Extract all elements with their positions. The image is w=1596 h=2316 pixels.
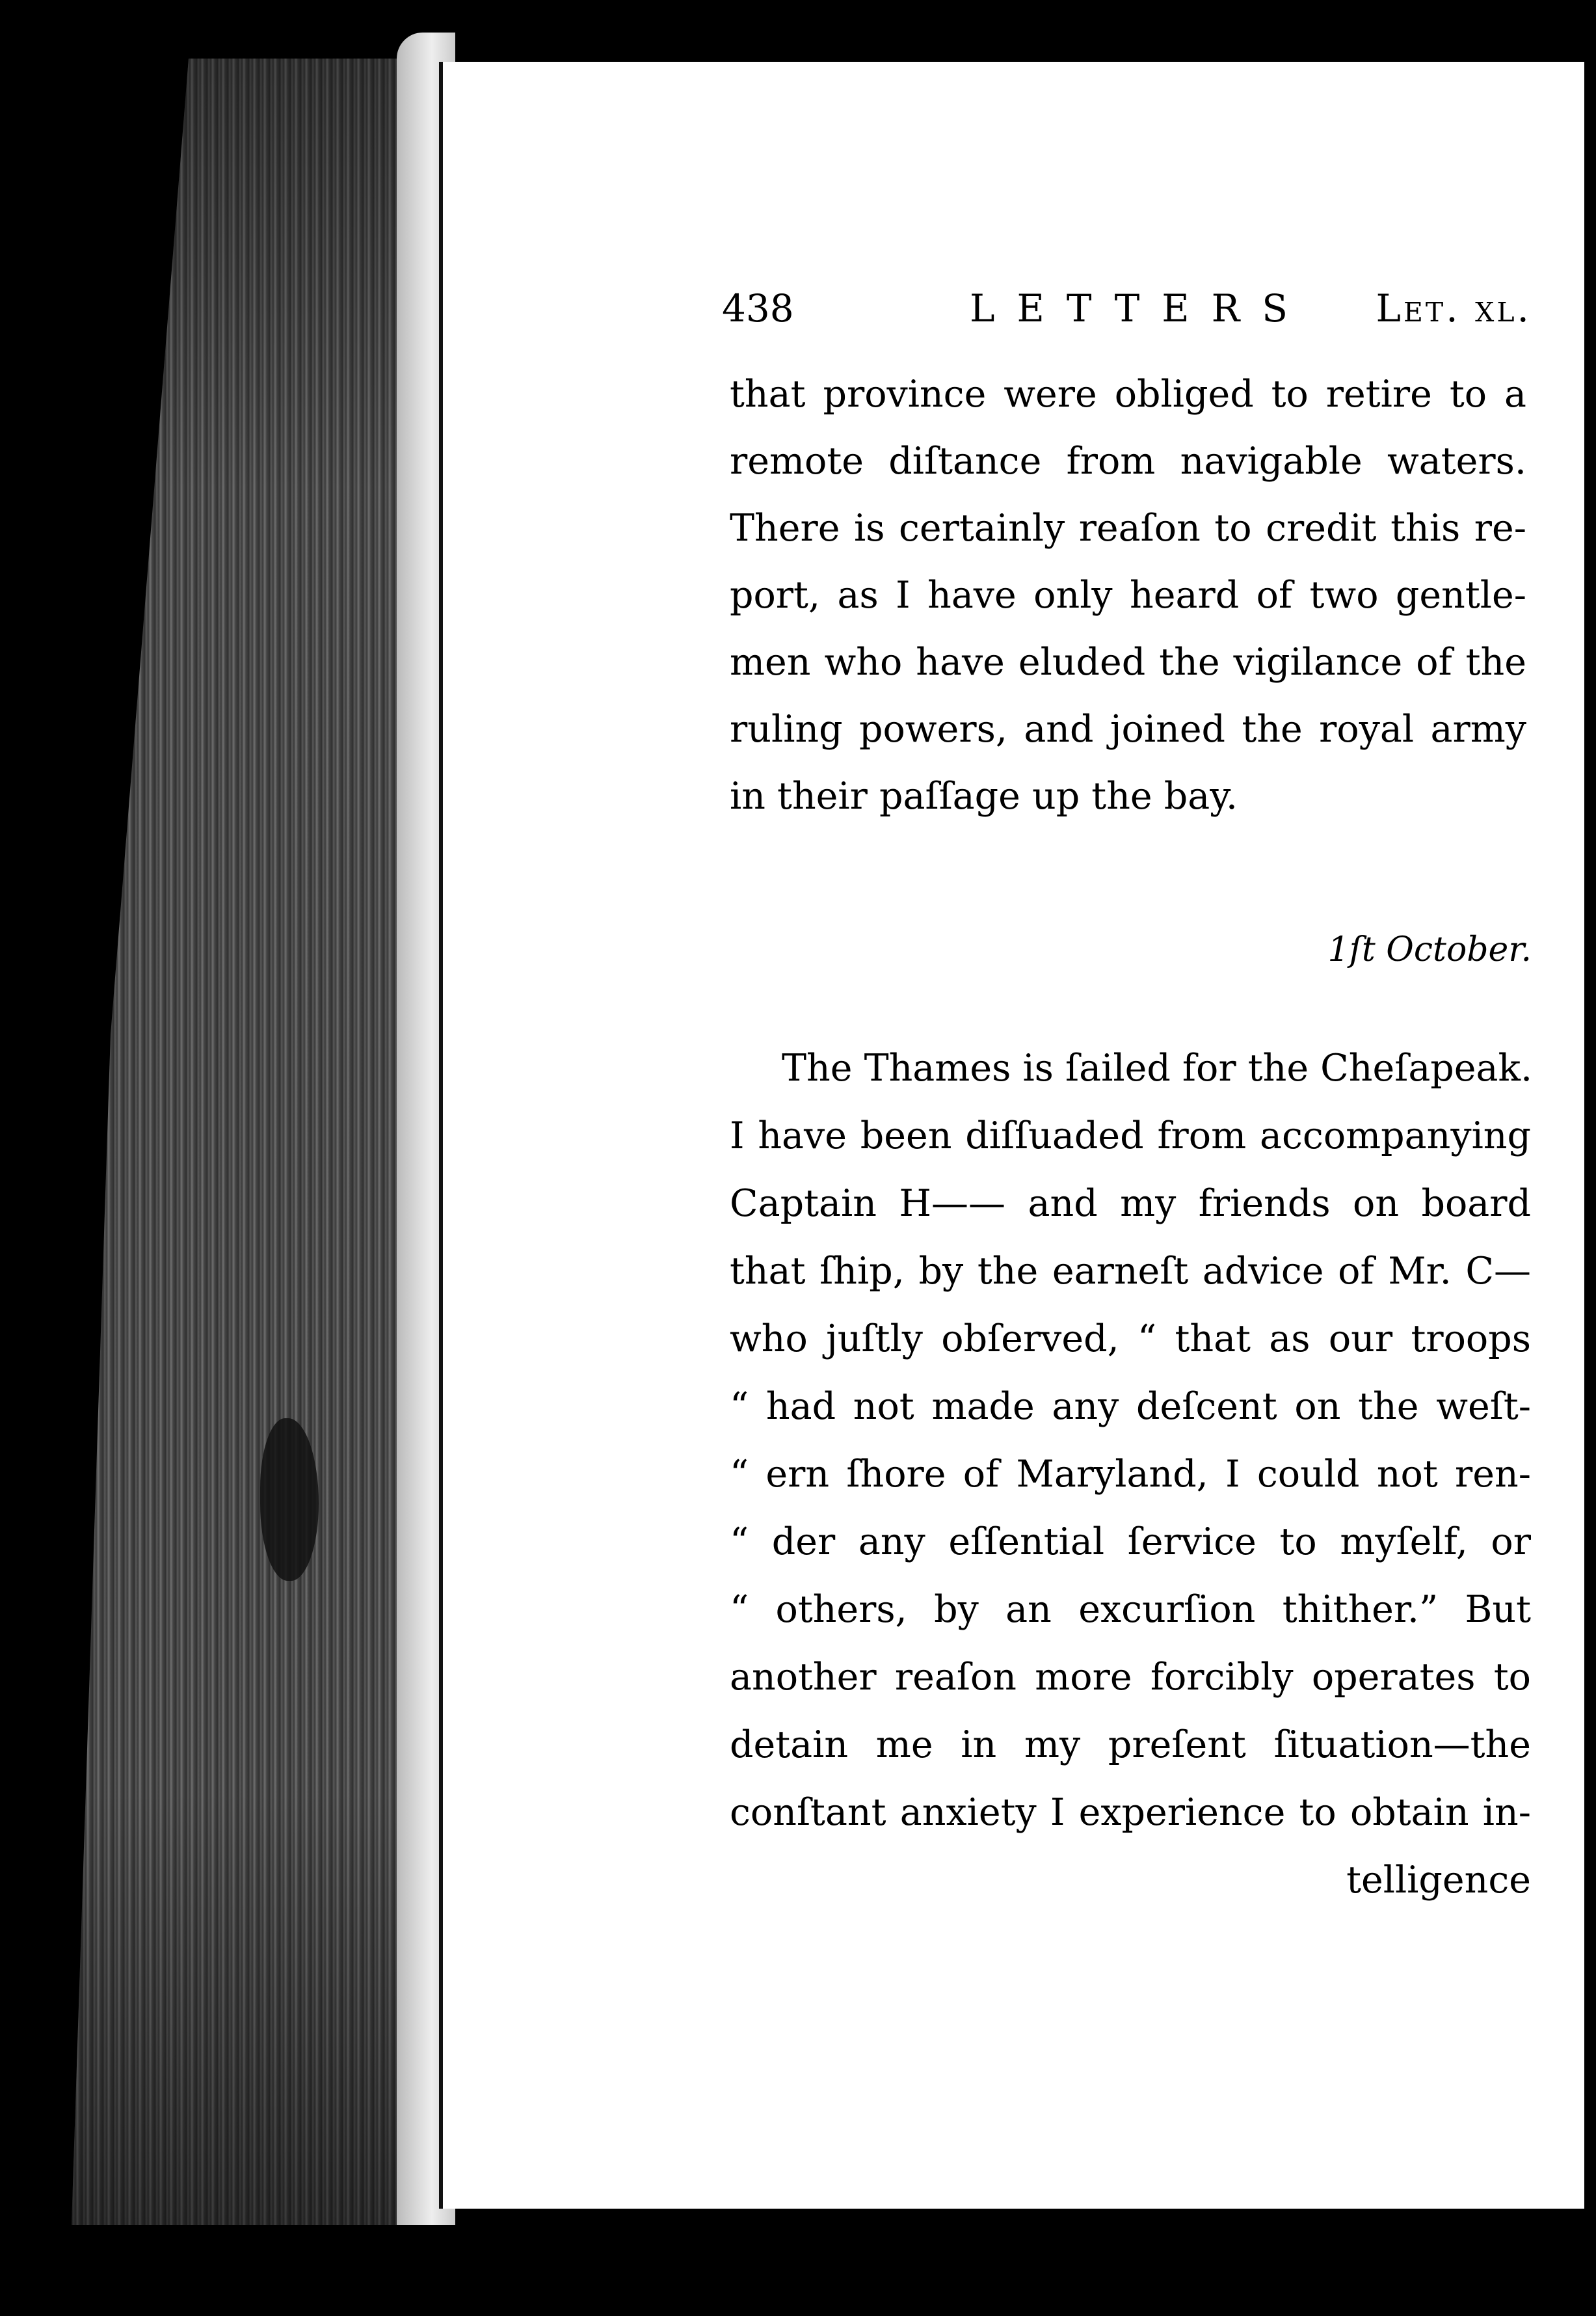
text-line: port, as I have only heard of two gentle- xyxy=(730,574,1526,617)
text-line: “ had not made any deſcent on the weſt- xyxy=(730,1385,1531,1428)
text-line: in their paſſage up the bay. xyxy=(730,775,1238,818)
running-title: LETTERS xyxy=(969,286,1310,330)
text-line: remote diſtance from navigable waters. xyxy=(730,440,1526,483)
text-line: There is certainly reaſon to credit this re- xyxy=(730,507,1526,550)
paragraph-2 xyxy=(730,1034,1531,1914)
book-fore-edge xyxy=(72,59,436,2225)
dateline: 1ſt October. xyxy=(1327,930,1532,969)
text-line: “ der any eſſential ſervice to myſelf, or xyxy=(730,1520,1531,1563)
catchword: telligence xyxy=(1346,1859,1531,1902)
text-line: ruling powers, and joined the royal army xyxy=(730,708,1526,751)
text-line: who juſtly obſerved, “ that as our troops xyxy=(730,1317,1531,1360)
text-line: that province were obliged to retire to a xyxy=(730,373,1526,416)
text-line: “ others, by an excurſion thither.” But xyxy=(730,1588,1531,1631)
text-line: conſtant anxiety I experience to obtain in- xyxy=(730,1791,1531,1834)
text-line: another reaſon more forcibly operates to xyxy=(730,1656,1531,1699)
text-line: I have been diſſuaded from accompanying xyxy=(730,1114,1531,1157)
text-line: “ ern ſhore of Maryland, I could not ren- xyxy=(730,1453,1531,1496)
page-number: 438 xyxy=(722,286,794,330)
text-line: Captain H—— and my friends on board xyxy=(730,1182,1531,1225)
letter-reference: Let. xl. xyxy=(1376,286,1532,330)
text-line: detain me in my preſent ſituation—the xyxy=(730,1723,1531,1766)
running-header xyxy=(722,286,1532,338)
paragraph-1 xyxy=(730,361,1526,830)
text-line: men who have eluded the vigilance of the xyxy=(730,641,1526,684)
text-line: that ſhip, by the earneſt advice of Mr. C— xyxy=(730,1250,1531,1293)
text-line: The Thames is ſailed for the Cheſapeak. xyxy=(782,1047,1533,1090)
